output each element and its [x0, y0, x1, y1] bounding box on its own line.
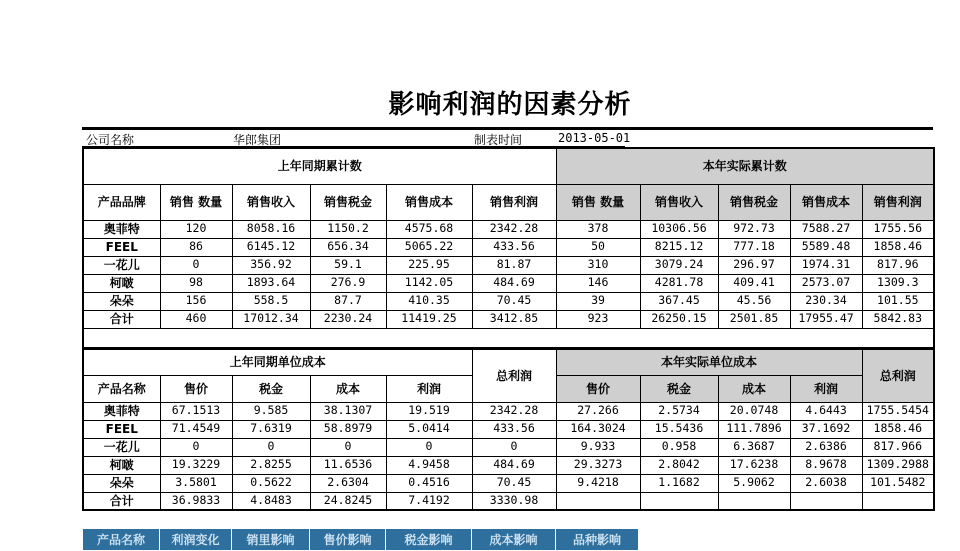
table-cell: 4575.68 [386, 220, 472, 238]
page-title: 影响利润的因素分析 [388, 90, 632, 120]
table-cell: 71.4549 [160, 420, 232, 438]
table-row [83, 420, 934, 438]
table-cell: 5842.83 [862, 310, 934, 328]
table-cell: 1.1682 [640, 474, 718, 492]
table-cell: 3412.85 [472, 310, 556, 328]
table-cell: 20.0748 [718, 402, 790, 420]
table-cell: 36.9833 [160, 492, 232, 510]
table-cell: 70.45 [472, 474, 556, 492]
table-cell: 3079.24 [640, 256, 718, 274]
table-cell: 87.7 [310, 292, 386, 310]
cumulative-table [82, 147, 935, 349]
table-cell: 4.8483 [232, 492, 310, 510]
table-cell: 378 [556, 220, 640, 238]
title-rule [82, 127, 933, 130]
column-header: 成本影响 [472, 529, 556, 551]
table-cell: 7.6319 [232, 420, 310, 438]
table-cell: 11419.25 [386, 310, 472, 328]
table-cell: 4.9458 [386, 456, 472, 474]
table-cell: 27.266 [556, 402, 640, 420]
table-cell: 81.87 [472, 256, 556, 274]
table-cell: 484.69 [472, 274, 556, 292]
table-cell: 972.73 [718, 220, 790, 238]
table-cell: 17.6238 [718, 456, 790, 474]
table-cell: 0.5622 [232, 474, 310, 492]
table-row [83, 238, 934, 256]
table-cell: 58.8979 [310, 420, 386, 438]
column-header: 税金 [640, 375, 718, 402]
table-cell: 120 [160, 220, 232, 238]
table-cell: 1309.2988 [862, 456, 934, 474]
table-cell: 1893.64 [232, 274, 310, 292]
spacer-row [83, 328, 934, 348]
table-cell: 0 [472, 438, 556, 456]
table-cell: 111.7896 [718, 420, 790, 438]
table-cell: 2.5734 [640, 402, 718, 420]
date-value: 2013-05-01 [558, 131, 631, 145]
column-header: 售价 [556, 375, 640, 402]
table-row [83, 274, 934, 292]
table-cell: 9.4218 [556, 474, 640, 492]
table-cell: 5.0414 [386, 420, 472, 438]
table-cell: 98 [160, 274, 232, 292]
table-cell: 29.3273 [556, 456, 640, 474]
table-cell: 7.4192 [386, 492, 472, 510]
table-cell: 1150.2 [310, 220, 386, 238]
table-cell: 296.97 [718, 256, 790, 274]
table-cell: 2230.24 [310, 310, 386, 328]
column-header: 销售利润 [472, 184, 556, 220]
row-label: 奥菲特 [83, 402, 160, 420]
column-header: 产品名称 [83, 375, 160, 402]
column-header: 销售 数量 [556, 184, 640, 220]
column-header: 产品名称 [83, 529, 160, 551]
row-label: 朵朵 [83, 292, 160, 310]
table-row [83, 402, 934, 420]
table-cell: 59.1 [310, 256, 386, 274]
table-cell: 2501.85 [718, 310, 790, 328]
unit-cost-table [82, 348, 935, 511]
row-label: 柯啵 [83, 456, 160, 474]
table-cell: 558.5 [232, 292, 310, 310]
table-cell: 1858.46 [862, 238, 934, 256]
table-cell: 2342.28 [472, 402, 556, 420]
group-header-curr: 本年实际单位成本 [556, 349, 862, 375]
table-row [83, 474, 934, 492]
table-cell: 409.41 [718, 274, 790, 292]
table-row [83, 310, 934, 328]
table-cell: 230.34 [790, 292, 862, 310]
table-cell: 67.1513 [160, 402, 232, 420]
date-label: 制表时间 [474, 133, 523, 147]
table-cell: 26250.15 [640, 310, 718, 328]
table-cell: 2.8042 [640, 456, 718, 474]
table-cell [862, 492, 934, 510]
column-header: 产品品牌 [83, 184, 160, 220]
column-header: 利润变化 [160, 529, 232, 551]
table-row [83, 438, 934, 456]
table-cell: 17012.34 [232, 310, 310, 328]
group-header-prev: 上年同期累计数 [83, 148, 556, 184]
table-cell: 1755.5454 [862, 402, 934, 420]
table-cell: 276.9 [310, 274, 386, 292]
table-cell: 433.56 [472, 420, 556, 438]
table-cell: 38.1307 [310, 402, 386, 420]
table-cell: 817.966 [862, 438, 934, 456]
column-header: 销售成本 [386, 184, 472, 220]
table-cell: 101.5482 [862, 474, 934, 492]
table-cell: 70.45 [472, 292, 556, 310]
table-cell: 86 [160, 238, 232, 256]
column-header: 售价影响 [310, 529, 386, 551]
table-cell: 8.9678 [790, 456, 862, 474]
row-label: 一花儿 [83, 256, 160, 274]
table-cell: 19.519 [386, 402, 472, 420]
group-header-curr: 本年实际累计数 [556, 148, 934, 184]
column-header: 销售 数量 [160, 184, 232, 220]
table-cell: 2573.07 [790, 274, 862, 292]
row-label: 合计 [83, 310, 160, 328]
table-cell: 8215.12 [640, 238, 718, 256]
table-cell: 2.6038 [790, 474, 862, 492]
column-header: 利润 [386, 375, 472, 402]
table-cell: 50 [556, 238, 640, 256]
row-label: 合计 [83, 492, 160, 510]
table-cell: 9.585 [232, 402, 310, 420]
table-cell: 1974.31 [790, 256, 862, 274]
table-cell: 17955.47 [790, 310, 862, 328]
column-header: 销售利润 [862, 184, 934, 220]
table-row [83, 456, 934, 474]
table-cell: 2.8255 [232, 456, 310, 474]
table-cell: 1755.56 [862, 220, 934, 238]
column-header: 税金 [232, 375, 310, 402]
table-cell: 433.56 [472, 238, 556, 256]
row-label: 奥菲特 [83, 220, 160, 238]
table-cell: 9.933 [556, 438, 640, 456]
company-label: 公司名称 [86, 133, 135, 147]
row-label: 一花儿 [83, 438, 160, 456]
total-profit-header-prev: 总利润 [472, 349, 556, 402]
table-cell: 656.34 [310, 238, 386, 256]
table-cell: 3330.98 [472, 492, 556, 510]
table-cell: 0 [160, 256, 232, 274]
table-cell: 2.6304 [310, 474, 386, 492]
table-cell: 0 [160, 438, 232, 456]
row-label: 朵朵 [83, 474, 160, 492]
column-header: 销售收入 [232, 184, 310, 220]
total-profit-header-curr: 总利润 [862, 349, 934, 402]
table-cell: 45.56 [718, 292, 790, 310]
table-cell: 0.958 [640, 438, 718, 456]
table-cell: 1142.05 [386, 274, 472, 292]
table-row [83, 256, 934, 274]
table-cell: 310 [556, 256, 640, 274]
table-cell [640, 492, 718, 510]
column-header: 销售成本 [790, 184, 862, 220]
column-header: 成本 [718, 375, 790, 402]
table-cell: 156 [160, 292, 232, 310]
table-cell: 225.95 [386, 256, 472, 274]
table-cell: 11.6536 [310, 456, 386, 474]
table-cell: 6145.12 [232, 238, 310, 256]
table-row [83, 220, 934, 238]
table-cell: 356.92 [232, 256, 310, 274]
table-cell: 1858.46 [862, 420, 934, 438]
table-row [83, 492, 934, 510]
table-cell: 39 [556, 292, 640, 310]
table-cell: 2342.28 [472, 220, 556, 238]
column-header: 销售收入 [640, 184, 718, 220]
table-cell: 367.45 [640, 292, 718, 310]
group-header-prev: 上年同期单位成本 [83, 349, 472, 375]
table-cell: 3.5801 [160, 474, 232, 492]
table-cell: 6.3687 [718, 438, 790, 456]
table-cell: 4.6443 [790, 402, 862, 420]
table-cell [718, 492, 790, 510]
table-cell [556, 492, 640, 510]
row-label: FEEL [83, 420, 160, 438]
table-cell: 0 [310, 438, 386, 456]
table-cell: 4281.78 [640, 274, 718, 292]
table-cell: 0 [232, 438, 310, 456]
table-cell: 10306.56 [640, 220, 718, 238]
column-header: 成本 [310, 375, 386, 402]
table-cell: 5.9062 [718, 474, 790, 492]
column-header: 售价 [160, 375, 232, 402]
column-header: 税金影响 [386, 529, 472, 551]
table-cell: 923 [556, 310, 640, 328]
row-label: FEEL [83, 238, 160, 256]
column-header: 销售税金 [310, 184, 386, 220]
table-cell: 1309.3 [862, 274, 934, 292]
table-cell: 15.5436 [640, 420, 718, 438]
table-cell: 7588.27 [790, 220, 862, 238]
table-cell: 777.18 [718, 238, 790, 256]
table-cell: 484.69 [472, 456, 556, 474]
table-cell: 24.8245 [310, 492, 386, 510]
table-cell: 19.3229 [160, 456, 232, 474]
table-cell: 817.96 [862, 256, 934, 274]
table-cell: 460 [160, 310, 232, 328]
table-row [83, 292, 934, 310]
column-header: 销里影响 [232, 529, 310, 551]
table-cell: 8058.16 [232, 220, 310, 238]
column-header: 利润 [790, 375, 862, 402]
table-cell: 0 [386, 438, 472, 456]
column-header: 品种影响 [556, 529, 639, 551]
table-cell: 2.6386 [790, 438, 862, 456]
company-value: 华郎集团 [233, 133, 282, 147]
table-cell: 146 [556, 274, 640, 292]
table-cell: 164.3024 [556, 420, 640, 438]
table-cell: 410.35 [386, 292, 472, 310]
table-cell: 0.4516 [386, 474, 472, 492]
row-label: 柯啵 [83, 274, 160, 292]
table-cell: 37.1692 [790, 420, 862, 438]
table-cell: 101.55 [862, 292, 934, 310]
table-cell: 5589.48 [790, 238, 862, 256]
table-cell: 5065.22 [386, 238, 472, 256]
table-cell [790, 492, 862, 510]
column-header: 销售税金 [718, 184, 790, 220]
